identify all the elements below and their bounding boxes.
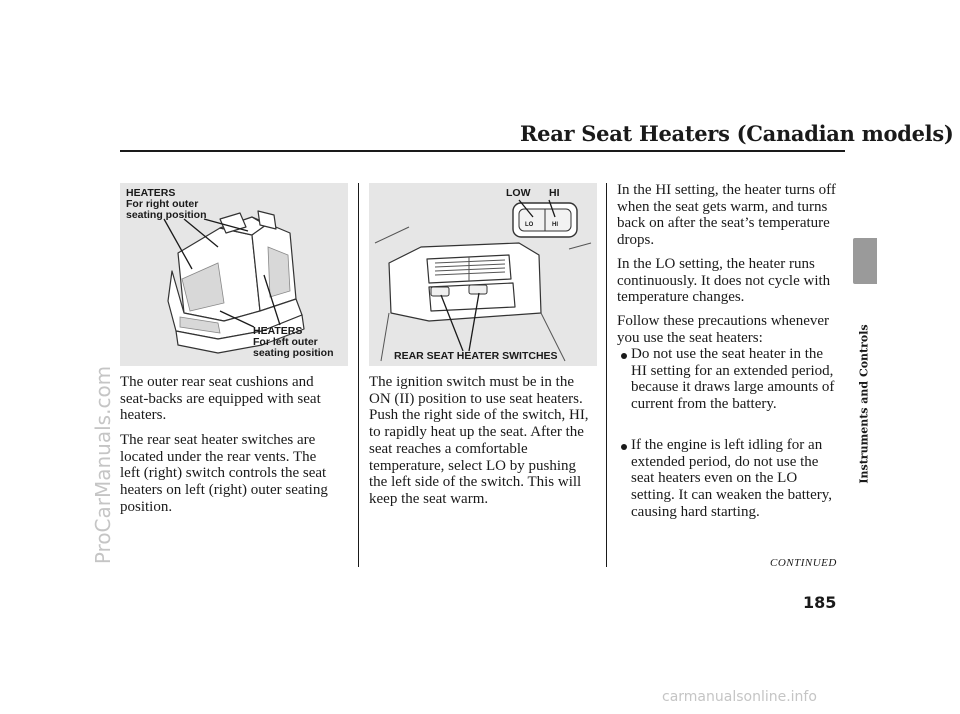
title-rule xyxy=(120,150,845,152)
page-number: 185 xyxy=(803,593,837,612)
bullet-1 xyxy=(621,353,627,359)
col1-paragraph-2: The rear seat heater switches are located under the rear vents. The left (right) switch controls the seat heaters on left (right) outer seating position. xyxy=(120,432,328,515)
switch-hi-text: HI xyxy=(552,222,558,228)
heaters-right-label: HEATERS For right outer seating position xyxy=(126,187,207,221)
col3-paragraph-2: In the LO setting, the heater runs continuously. It does not cycle with temperature changes. xyxy=(617,256,831,306)
col3-bullet-1: Do not use the seat heater in the HI setting for an extended period, because it draws large amounts of current from the battery. xyxy=(631,346,835,413)
switch-lo-text: LO xyxy=(525,222,534,228)
bullet-2 xyxy=(621,444,627,450)
heater-switches-figure xyxy=(369,183,597,366)
col3-paragraph-3: Follow these precautions whenever you use the seat heaters: xyxy=(617,313,830,346)
low-label: LOW xyxy=(506,187,531,199)
rear-console-illustration xyxy=(369,183,597,366)
seat-heaters-figure xyxy=(120,183,348,366)
continued-label: CONTINUED xyxy=(770,557,837,569)
footer-watermark: carmanualsonline.info xyxy=(662,689,817,705)
rear-seat-heater-switches-label: REAR SEAT HEATER SWITCHES xyxy=(394,350,558,362)
col1-paragraph-1: The outer rear seat cushions and seat-backs are equipped with seat heaters. xyxy=(120,374,321,424)
col3-bullet-2: If the engine is left idling for an extended period, do not use the seat heaters even on the LO setting. It can weaken the battery, causing hard starting. xyxy=(631,437,833,520)
side-watermark: ProCarManuals.com xyxy=(91,365,115,565)
page-title: Rear Seat Heaters (Canadian models) xyxy=(520,121,954,146)
column-divider-1 xyxy=(358,183,359,567)
column-divider-2 xyxy=(606,183,607,567)
hi-label: HI xyxy=(549,187,560,199)
col3-paragraph-1: In the HI setting, the heater turns off when the seat gets warm, and turns back on after the seat’s temperature drops. xyxy=(617,182,836,249)
section-tab-marker xyxy=(853,238,877,284)
col2-paragraph-1: The ignition switch must be in the ON (II) position to use seat heaters. Push the right side of the switch, HI, to rapidly heat up the seat. After the seat reaches a comfortable temperature, select LO by pushing the left side of the switch. This will keep the seat warm. xyxy=(369,374,589,507)
heaters-left-label: HEATERS For left outer seating position xyxy=(253,325,334,359)
section-tab-label: Instruments and Controls xyxy=(857,324,871,484)
